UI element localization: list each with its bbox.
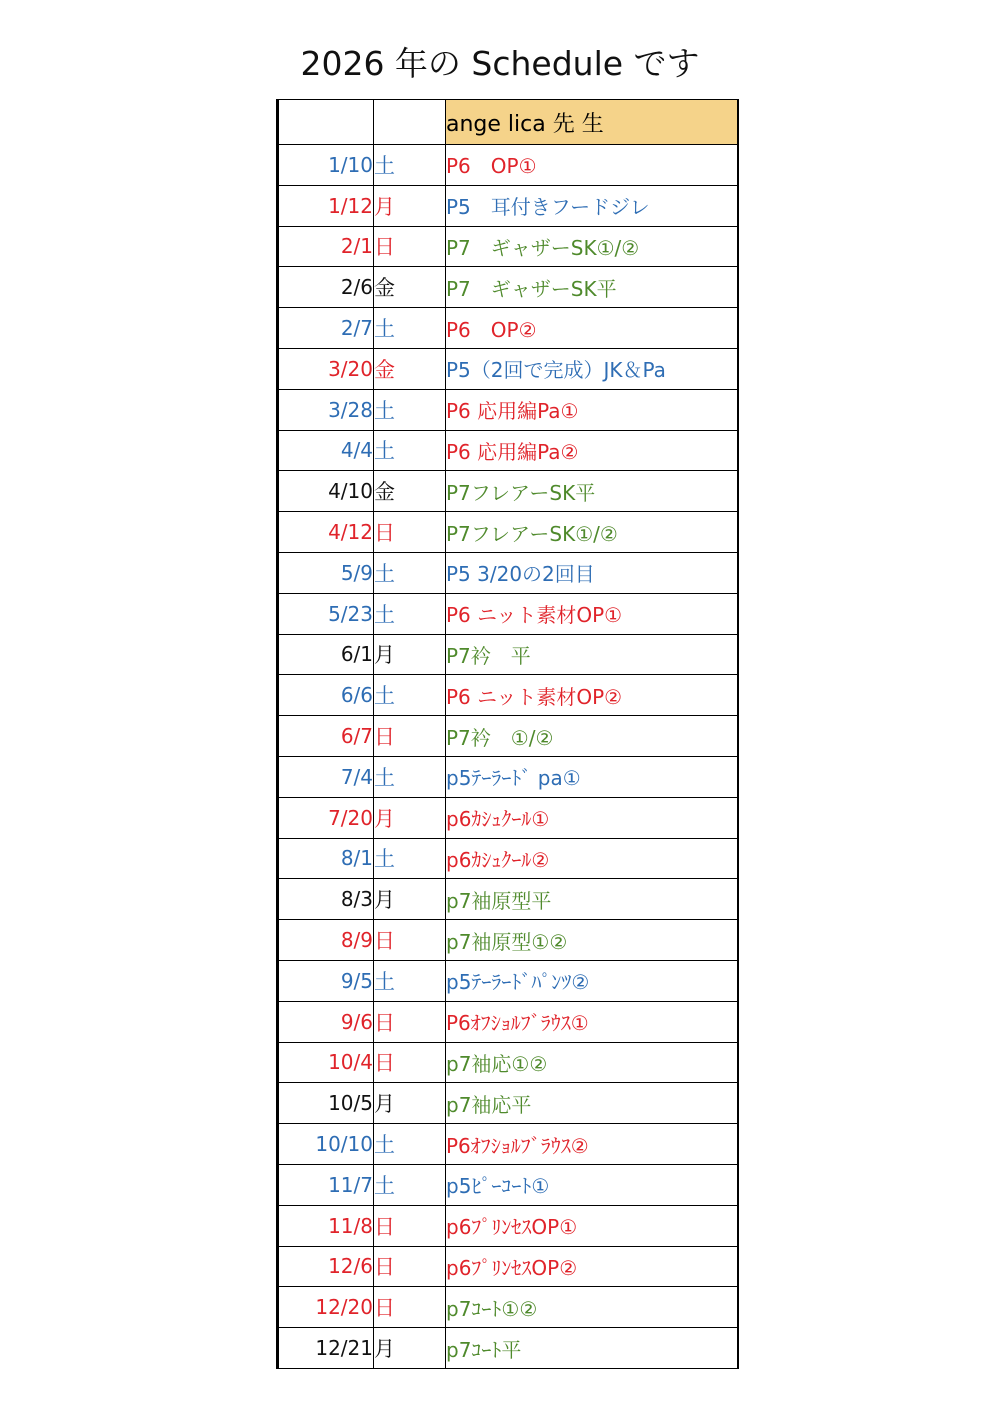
- schedule-row: [278, 879, 738, 920]
- weekday-cell: 土: [374, 593, 446, 634]
- schedule-row: [278, 634, 738, 675]
- weekday-cell: 日: [374, 1246, 446, 1287]
- schedule-row: [278, 1042, 738, 1083]
- schedule-row: [278, 920, 738, 961]
- date-cell: 2/6: [278, 267, 374, 308]
- weekday-cell: 土: [374, 389, 446, 430]
- weekday-cell: 土: [374, 838, 446, 879]
- schedule-row: [278, 1124, 738, 1165]
- schedule-row: [278, 267, 738, 308]
- lesson-cell: p6ﾌﾟﾘﾝｾｽOP①: [446, 1205, 738, 1246]
- weekday-cell: 土: [374, 145, 446, 186]
- schedule-row: [278, 1001, 738, 1042]
- lesson-cell: P7フレアーSK①/②: [446, 512, 738, 553]
- weekday-cell: 日: [374, 226, 446, 267]
- schedule-row: [278, 145, 738, 186]
- date-cell: 1/12: [278, 185, 374, 226]
- lesson-cell: P6 応用編Pa②: [446, 430, 738, 471]
- date-cell: 9/6: [278, 1001, 374, 1042]
- schedule-row: [278, 552, 738, 593]
- schedule-row: [278, 797, 738, 838]
- schedule-row: [278, 512, 738, 553]
- date-cell: 11/7: [278, 1164, 374, 1205]
- lesson-cell: p5ﾋﾟｰｺｰﾄ①: [446, 1164, 738, 1205]
- schedule-row: [278, 471, 738, 512]
- schedule-row: [278, 756, 738, 797]
- schedule-row: [278, 593, 738, 634]
- schedule-row: [278, 1328, 738, 1369]
- date-cell: 4/12: [278, 512, 374, 553]
- date-cell: 8/3: [278, 879, 374, 920]
- weekday-cell: 土: [374, 675, 446, 716]
- schedule-row: [278, 1083, 738, 1124]
- lesson-cell: P6 応用編Pa①: [446, 389, 738, 430]
- lesson-cell: p7袖原型①②: [446, 920, 738, 961]
- lesson-cell: P7 ギャザーSK平: [446, 267, 738, 308]
- weekday-cell: 月: [374, 185, 446, 226]
- lesson-cell: P5 3/20の2回目: [446, 552, 738, 593]
- schedule-row: [278, 675, 738, 716]
- lesson-cell: p6ｶｼｭｸｰﾙ①: [446, 797, 738, 838]
- header-row: [278, 100, 738, 145]
- lesson-cell: p7袖応平: [446, 1083, 738, 1124]
- lesson-cell: P6 OP①: [446, 145, 738, 186]
- weekday-cell: 月: [374, 1083, 446, 1124]
- lesson-cell: p7袖応①②: [446, 1042, 738, 1083]
- date-cell: 12/6: [278, 1246, 374, 1287]
- lesson-cell: P7 ギャザーSK①/②: [446, 226, 738, 267]
- weekday-cell: 土: [374, 960, 446, 1001]
- date-cell: 7/4: [278, 756, 374, 797]
- date-cell: 12/20: [278, 1287, 374, 1328]
- date-cell: 5/23: [278, 593, 374, 634]
- date-cell: 3/20: [278, 348, 374, 389]
- schedule-row: [278, 308, 738, 349]
- weekday-cell: 金: [374, 348, 446, 389]
- weekday-cell: 月: [374, 797, 446, 838]
- date-cell: 10/5: [278, 1083, 374, 1124]
- schedule-row: [278, 838, 738, 879]
- page-title: 2026 年の Schedule です: [300, 44, 700, 83]
- schedule-row: [278, 348, 738, 389]
- lesson-cell: p6ｶｼｭｸｰﾙ②: [446, 838, 738, 879]
- teacher-header: ange lica 先 生: [446, 100, 738, 145]
- date-cell: 4/10: [278, 471, 374, 512]
- date-cell: 8/9: [278, 920, 374, 961]
- date-cell: 7/20: [278, 797, 374, 838]
- schedule-row: [278, 430, 738, 471]
- lesson-cell: P7フレアーSK平: [446, 471, 738, 512]
- schedule-row: [278, 1205, 738, 1246]
- lesson-cell: P5（2回で完成）JK＆Pa: [446, 348, 738, 389]
- date-cell: 4/4: [278, 430, 374, 471]
- weekday-cell: 日: [374, 1001, 446, 1042]
- schedule-row: [278, 1246, 738, 1287]
- weekday-cell: 日: [374, 716, 446, 757]
- weekday-cell: 土: [374, 308, 446, 349]
- lesson-cell: P7衿 平: [446, 634, 738, 675]
- weekday-cell: 日: [374, 512, 446, 553]
- weekday-cell: 金: [374, 267, 446, 308]
- weekday-cell: 月: [374, 879, 446, 920]
- lesson-cell: P6 ニット素材OP②: [446, 675, 738, 716]
- lesson-cell: p7ｺｰﾄ①②: [446, 1287, 738, 1328]
- schedule-row: [278, 389, 738, 430]
- date-cell: 6/1: [278, 634, 374, 675]
- weekday-cell: 日: [374, 1205, 446, 1246]
- schedule-row: [278, 716, 738, 757]
- date-cell: 6/7: [278, 716, 374, 757]
- schedule-table: [276, 99, 739, 1369]
- date-cell: 12/21: [278, 1328, 374, 1369]
- schedule-row: [278, 960, 738, 1001]
- date-cell: 8/1: [278, 838, 374, 879]
- lesson-cell: p7袖原型平: [446, 879, 738, 920]
- lesson-cell: p7ｺｰﾄ平: [446, 1328, 738, 1369]
- weekday-cell: 土: [374, 1164, 446, 1205]
- lesson-cell: p6ﾌﾟﾘﾝｾｽOP②: [446, 1246, 738, 1287]
- weekday-cell: 日: [374, 920, 446, 961]
- date-cell: 11/8: [278, 1205, 374, 1246]
- schedule-row: [278, 1164, 738, 1205]
- header-day-cell: [374, 100, 446, 145]
- weekday-cell: 土: [374, 756, 446, 797]
- date-cell: 2/7: [278, 308, 374, 349]
- weekday-cell: 土: [374, 552, 446, 593]
- weekday-cell: 金: [374, 471, 446, 512]
- date-cell: 10/4: [278, 1042, 374, 1083]
- lesson-cell: P6 ニット素材OP①: [446, 593, 738, 634]
- date-cell: 9/5: [278, 960, 374, 1001]
- lesson-cell: P6 OP②: [446, 308, 738, 349]
- schedule-row: [278, 1287, 738, 1328]
- date-cell: 2/1: [278, 226, 374, 267]
- lesson-cell: p5ﾃｰﾗｰﾄﾞ pa①: [446, 756, 738, 797]
- date-cell: 10/10: [278, 1124, 374, 1165]
- weekday-cell: 日: [374, 1042, 446, 1083]
- lesson-cell: P5 耳付きフードジレ: [446, 185, 738, 226]
- date-cell: 5/9: [278, 552, 374, 593]
- date-cell: 3/28: [278, 389, 374, 430]
- lesson-cell: P6ｵﾌｼｮﾙﾌﾞﾗｳｽ①: [446, 1001, 738, 1042]
- date-cell: 1/10: [278, 145, 374, 186]
- weekday-cell: 月: [374, 634, 446, 675]
- weekday-cell: 月: [374, 1328, 446, 1369]
- lesson-cell: p5ﾃｰﾗｰﾄﾞﾊﾟﾝﾂ②: [446, 960, 738, 1001]
- schedule-row: [278, 185, 738, 226]
- date-cell: 6/6: [278, 675, 374, 716]
- weekday-cell: 土: [374, 430, 446, 471]
- lesson-cell: P6ｵﾌｼｮﾙﾌﾞﾗｳｽ②: [446, 1124, 738, 1165]
- schedule-row: [278, 226, 738, 267]
- weekday-cell: 土: [374, 1124, 446, 1165]
- weekday-cell: 日: [374, 1287, 446, 1328]
- header-date-cell: [278, 100, 374, 145]
- lesson-cell: P7衿 ①/②: [446, 716, 738, 757]
